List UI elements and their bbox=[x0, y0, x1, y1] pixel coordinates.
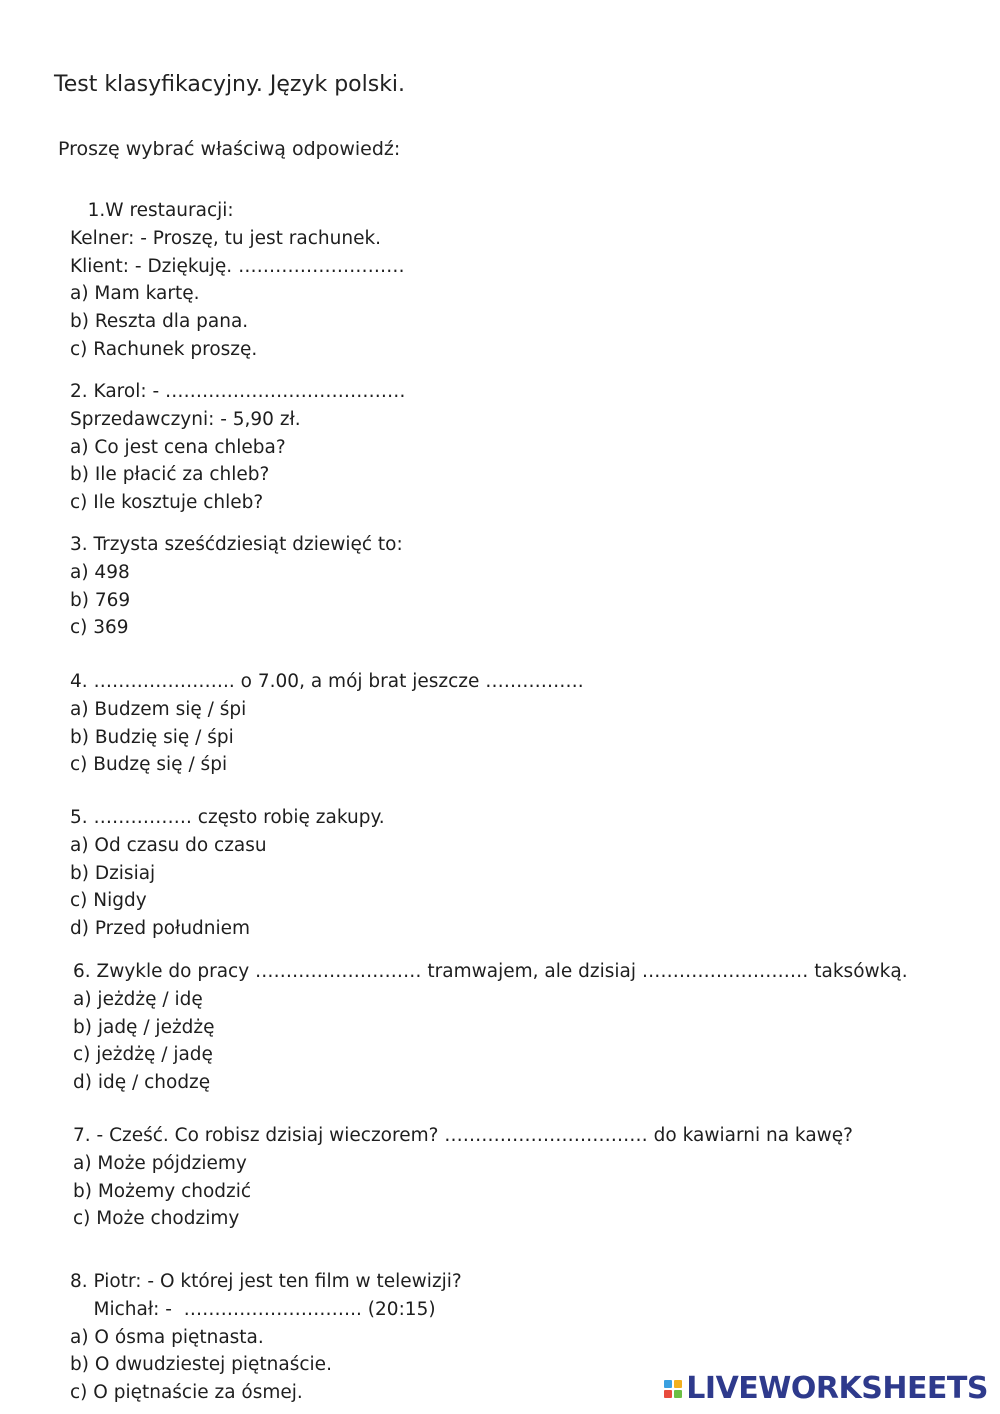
page-title: Test klasyfikacyjny. Język polski. bbox=[54, 72, 406, 97]
answer-option[interactable]: a) jeżdżę / idę bbox=[73, 988, 203, 1010]
answer-option[interactable]: b) O dwudziestej piętnaście. bbox=[70, 1354, 332, 1376]
question-6 bbox=[73, 958, 908, 1097]
question-line: 4. ………………….. o 7.00, a mój brat jeszcze ……………. bbox=[70, 671, 584, 692]
question-line: 5. ……………. często robię zakupy. bbox=[70, 807, 385, 828]
answer-option[interactable]: b) Reszta dla pana. bbox=[70, 311, 249, 333]
answer-option[interactable]: c) Ile kosztuje chleb? bbox=[70, 492, 264, 514]
answer-option[interactable]: d) idę / chodzę bbox=[73, 1072, 211, 1094]
logo-text: LIVEWORKSHEETS bbox=[686, 1371, 988, 1406]
instruction-text: Proszę wybrać właściwą odpowiedź: bbox=[58, 138, 401, 160]
liveworksheets-logo-icon bbox=[664, 1380, 682, 1398]
answer-option[interactable]: b) 769 bbox=[70, 589, 131, 611]
answer-option[interactable]: a) Mam kartę. bbox=[70, 283, 200, 305]
answer-option[interactable]: a) 498 bbox=[70, 561, 130, 583]
answer-option[interactable]: a) Co jest cena chleba? bbox=[70, 436, 286, 458]
question-2 bbox=[70, 378, 406, 517]
question-line: 2. Karol: - ………………………………… bbox=[70, 381, 406, 402]
answer-option[interactable]: a) O ósma piętnasta. bbox=[70, 1326, 264, 1348]
answer-option[interactable]: c) Nigdy bbox=[70, 890, 147, 912]
question-line: 7. - Cześć. Co robisz dzisiaj wieczorem? …………………………… do kawiarni na kawę? bbox=[73, 1125, 853, 1146]
answer-option[interactable]: b) Dzisiaj bbox=[70, 862, 156, 884]
answer-option[interactable]: c) Może chodzimy bbox=[73, 1208, 240, 1230]
question-line: Michał: - ……………………….. (20:15) bbox=[70, 1298, 436, 1320]
question-3 bbox=[70, 531, 403, 642]
question-5 bbox=[70, 804, 385, 943]
answer-option[interactable]: b) jadę / jeżdżę bbox=[73, 1016, 215, 1038]
answer-option[interactable]: c) 369 bbox=[70, 617, 129, 639]
answer-option[interactable]: d) Przed południem bbox=[70, 918, 251, 940]
question-7 bbox=[73, 1122, 853, 1233]
answer-option[interactable]: a) Budzem się / śpi bbox=[70, 698, 247, 720]
question-line: 1.W restauracji: bbox=[70, 200, 234, 221]
answer-option[interactable]: b) Budzię się / śpi bbox=[70, 726, 234, 748]
question-line: Sprzedawczyni: - 5,90 zł. bbox=[70, 408, 301, 430]
answer-option[interactable]: c) Rachunek proszę. bbox=[70, 338, 258, 360]
answer-option[interactable]: b) Ile płacić za chleb? bbox=[70, 464, 270, 486]
answer-option[interactable]: c) Budzę się / śpi bbox=[70, 754, 228, 776]
answer-option[interactable]: a) Może pójdziemy bbox=[73, 1152, 247, 1174]
question-line: 6. Zwykle do pracy ……………………… tramwajem, ale dzisiaj ……………………… taksówką. bbox=[73, 961, 908, 982]
answer-option[interactable]: c) jeżdżę / jadę bbox=[73, 1044, 213, 1066]
question-line: 8. Piotr: - O której jest ten film w telewizji? bbox=[70, 1271, 462, 1292]
answer-option[interactable]: b) Możemy chodzić bbox=[73, 1180, 252, 1202]
liveworksheets-logo bbox=[664, 1371, 988, 1406]
question-line: Kelner: - Proszę, tu jest rachunek. bbox=[70, 227, 382, 249]
question-line: 3. Trzysta sześćdziesiąt dziewięć to: bbox=[70, 534, 403, 555]
question-line: Klient: - Dziękuję. ……………………… bbox=[70, 255, 405, 277]
question-4 bbox=[70, 668, 584, 779]
answer-option[interactable]: a) Od czasu do czasu bbox=[70, 834, 267, 856]
question-8 bbox=[70, 1268, 462, 1407]
question-1 bbox=[70, 197, 405, 364]
answer-option[interactable]: c) O piętnaście za ósmej. bbox=[70, 1382, 303, 1404]
